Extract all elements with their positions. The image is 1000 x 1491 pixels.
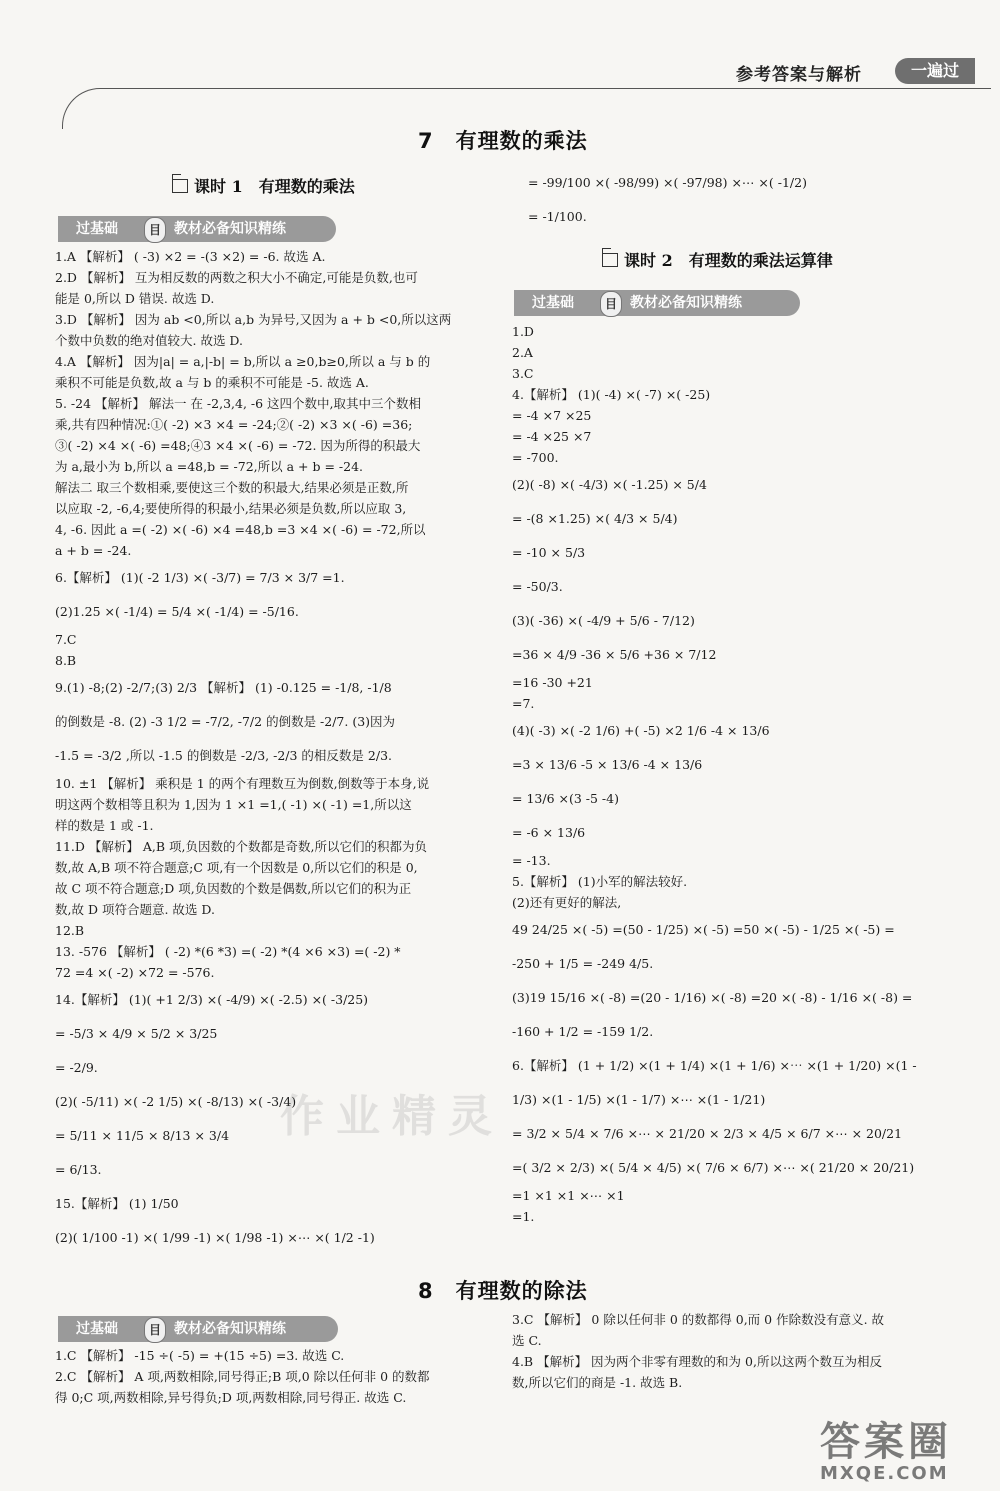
answer-line: 1.A 【解析】 ( -3) ×2 = -(3 ×2) = -6. 故选 A. <box>55 249 326 264</box>
answer-line: 5. -24 【解析】 解法一 在 -2,3,4, -6 这四个数中,取其中三个数相 <box>55 396 422 411</box>
notebook-icon: 目 <box>600 291 622 317</box>
answer-line: = -4 ×25 ×7 <box>512 429 592 444</box>
answer-line: 得 0;C 项,两数相除,异号得负;D 项,两数相除,同号得正. 故选 C. <box>55 1390 407 1405</box>
section-title-multiplication: 7 有理数的乘法 <box>418 129 588 153</box>
banner-right-label: 教材必备知识精练 <box>630 295 742 311</box>
answer-line: 4, -6. 因此 a =( -2) ×( -6) ×4 =48,b =3 ×4 ×( -6) = -72,所以 <box>55 522 426 537</box>
bookmark-icon <box>172 179 188 193</box>
answer-line: 样的数是 1 或 -1. <box>55 818 154 833</box>
answer-line: = -99/100 ×( -98/99) ×( -97/98) ×⋯ ×( -1/2) <box>528 175 807 190</box>
section-title-division: 8 有理数的除法 <box>418 1279 588 1303</box>
lesson-title-2 <box>602 248 833 271</box>
answer-line: (2)( -8) ×( -4/3) ×( -1.25) × 5/4 <box>512 477 707 492</box>
answer-line: 2.C 【解析】 A 项,两数相除,同号得正;B 项,0 除以任何非 0 的数都 <box>55 1369 430 1384</box>
answer-line: 1.D <box>512 324 534 339</box>
answer-line: 8.B <box>55 653 77 668</box>
bottom-left-column <box>55 1345 495 1408</box>
answer-line: -160 + 1/2 = -159 1/2. <box>512 1024 654 1039</box>
footer-watermark-title: 答案圈 <box>820 1419 952 1465</box>
answer-line: 故 C 项不符合题意;D 项,负因数的个数是偶数,所以它们的积为正 <box>55 881 412 896</box>
answer-line: (2)( -5/11) ×( -2 1/5) ×( -8/13) ×( -3/4) <box>55 1094 297 1109</box>
lesson-title-1 <box>172 174 355 197</box>
answer-line: =3 × 13/6 -5 × 13/6 -4 × 13/6 <box>512 757 703 772</box>
banner-right-label: 教材必备知识精练 <box>174 221 286 237</box>
answer-line: 为 a,最小为 b,所以 a =48,b = -72,所以 a + b = -24. <box>55 459 363 474</box>
answer-line: = -50/3. <box>512 579 563 594</box>
right-column <box>512 321 972 1227</box>
answer-line: 4.A 【解析】 因为|a| = a,|-b| = b,所以 a ≥0,b≥0,所以 a 与 b 的 <box>55 354 431 369</box>
bookmark-icon <box>602 253 618 267</box>
answer-line: 9.(1) -8;(2) -2/7;(3) 2/3 【解析】 (1) -0.125 = -1/8, -1/8 <box>55 680 392 695</box>
answer-line: ③( -2) ×4 ×( -6) =48;④3 ×4 ×( -6) = -72. 因为所得的积最大 <box>55 438 421 453</box>
answer-line: =1. <box>512 1209 535 1224</box>
answer-line: 49 24/25 ×( -5) =(50 - 1/25) ×( -5) =50 ×( -5) - 1/25 ×( -5) = <box>512 922 895 937</box>
answer-line: -250 + 1/5 = -249 4/5. <box>512 956 654 971</box>
answer-line: 解法二 取三个数相乘,要使这三个数的积最大,结果必须是正数,所 <box>55 480 409 495</box>
answer-line: = 3/2 × 5/4 × 7/6 ×⋯ × 21/20 × 2/3 × 4/5 × 6/7 ×⋯ × 20/21 <box>512 1126 903 1141</box>
watermark: 作业精灵 <box>280 1091 504 1142</box>
answer-line: 5.【解析】 (1)小军的解法较好. <box>512 874 688 889</box>
answer-line: =36 × 4/9 -36 × 5/6 +36 × 7/12 <box>512 647 717 662</box>
answer-line: = -10 × 5/3 <box>512 545 586 560</box>
answer-line: (3)19 15/16 ×( -8) =(20 - 1/16) ×( -8) =20 ×( -8) - 1/16 ×( -8) = <box>512 990 913 1005</box>
answer-line: =7. <box>512 696 535 711</box>
answer-line: 的倒数是 -8. (2) -3 1/2 = -7/2, -7/2 的倒数是 -2/7. (3)因为 <box>55 714 396 729</box>
lesson-title-2-label: 课时 2 有理数的乘法运算律 <box>624 251 833 270</box>
answer-line: 13. -576 【解析】 ( -2) *(6 *3) =( -2) *(4 ×6 ×3) =( -2) * <box>55 944 401 959</box>
answer-line: a + b = -24. <box>55 543 132 558</box>
lesson-title-1-label: 课时 1 有理数的乘法 <box>194 177 355 196</box>
answer-line: 72 =4 ×( -2) ×72 = -576. <box>55 965 215 980</box>
answer-line: = -700. <box>512 450 559 465</box>
answer-line: 数,所以它们的商是 -1. 故选 B. <box>512 1375 683 1390</box>
basics-banner-2 <box>514 290 800 316</box>
answer-line: 数,故 D 项符合题意. 故选 D. <box>55 902 215 917</box>
answer-line: 乘,共有四种情况:①( -2) ×3 ×4 = -24;②( -2) ×3 ×( -6) =36; <box>55 417 413 432</box>
answer-line: (2)1.25 ×( -1/4) = 5/4 ×( -1/4) = -5/16. <box>55 604 299 619</box>
banner-left-label: 过基础 <box>76 1321 118 1337</box>
answer-line: = 5/11 × 11/5 × 8/13 × 3/4 <box>55 1128 230 1143</box>
answer-line: = -5/3 × 4/9 × 5/2 × 3/25 <box>55 1026 218 1041</box>
answer-line: = 6/13. <box>55 1162 102 1177</box>
answer-line: 以应取 -2, -6,4;要使所得的积最小,结果必须是负数,所以应取 3, <box>55 501 407 516</box>
basics-banner-1 <box>58 216 336 242</box>
answer-line: 12.B <box>55 923 85 938</box>
answer-line: 能是 0,所以 D 错误. 故选 D. <box>55 291 215 306</box>
answer-line: (2)( 1/100 -1) ×( 1/99 -1) ×( 1/98 -1) ×⋯ ×( 1/2 -1) <box>55 1230 375 1245</box>
answer-line: 4.【解析】 (1)( -4) ×( -7) ×( -25) <box>512 387 711 402</box>
banner-left-label: 过基础 <box>76 221 118 237</box>
notebook-icon: 目 <box>144 1317 166 1343</box>
answer-line: (4)( -3) ×( -2 1/6) +( -5) ×2 1/6 -4 × 13/6 <box>512 723 770 738</box>
footer-watermark <box>820 1410 990 1485</box>
answer-line: 数,故 A,B 项不符合题意;C 项,有一个因数是 0,所以它们的积是 0, <box>55 860 418 875</box>
answer-line: = -6 × 13/6 <box>512 825 586 840</box>
answer-line: 14.【解析】 (1)( +1 2/3) ×( -4/9) ×( -2.5) ×( -3/25) <box>55 992 369 1007</box>
answer-line: 个数中负数的绝对值较大. 故选 D. <box>55 333 243 348</box>
answer-line: -1.5 = -3/2 ,所以 -1.5 的倒数是 -2/3, -2/3 的相反数是 2/3. <box>55 748 392 763</box>
answer-line: (3)( -36) ×( -4/9 + 5/6 - 7/12) <box>512 613 695 628</box>
answer-line: =16 -30 +21 <box>512 675 593 690</box>
answer-line: =1 ×1 ×1 ×⋯ ×1 <box>512 1188 625 1203</box>
answer-line: = -2/9. <box>55 1060 98 1075</box>
answer-line: 10. ±1 【解析】 乘积是 1 的两个有理数互为倒数,倒数等于本身,说 <box>55 776 430 791</box>
answer-line: 6.【解析】 (1 + 1/2) ×(1 + 1/4) ×(1 + 1/6) ×⋯ ×(1 + 1/20) ×(1 - <box>512 1058 917 1073</box>
answer-line: 3.C 【解析】 0 除以任何非 0 的数都得 0,而 0 作除数没有意义. 故 <box>512 1312 885 1327</box>
answer-line: = -4 ×7 ×25 <box>512 408 592 423</box>
header-title: 参考答案与解析 <box>736 65 862 85</box>
footer-watermark-url: MXQE.COM <box>820 1463 949 1484</box>
answer-line: = -13. <box>512 853 551 868</box>
answer-line: 3.C <box>512 366 534 381</box>
answer-line: 2.D 【解析】 互为相反数的两数之积大小不确定,可能是负数,也可 <box>55 270 418 285</box>
right-column-top <box>528 166 968 234</box>
header-logo: 一遍过 <box>895 58 975 84</box>
answer-line: (2)还有更好的解法, <box>512 895 622 910</box>
answer-line: 乘积不可能是负数,故 a 与 b 的乘积不可能是 -5. 故选 A. <box>55 375 369 390</box>
answer-line: =( 3/2 × 2/3) ×( 5/4 × 4/5) ×( 7/6 × 6/7) ×⋯ ×( 21/20 × 20/21) <box>512 1160 915 1175</box>
page-header <box>0 0 1000 100</box>
answer-line: 1.C 【解析】 -15 ÷( -5) = +(15 ÷5) =3. 故选 C. <box>55 1348 345 1363</box>
bottom-right-column <box>512 1309 972 1393</box>
notebook-icon: 目 <box>144 217 166 243</box>
answer-line: = 13/6 ×(3 -5 -4) <box>512 791 619 806</box>
answer-line: 2.A <box>512 345 533 360</box>
answer-line: = -(8 ×1.25) ×( 4/3 × 5/4) <box>512 511 678 526</box>
header-rule <box>62 88 991 129</box>
answer-line: 1/3) ×(1 - 1/5) ×(1 - 1/7) ×⋯ ×(1 - 1/21) <box>512 1092 766 1107</box>
answer-line: = -1/100. <box>528 209 587 224</box>
answer-line: 11.D 【解析】 A,B 项,负因数的个数都是奇数,所以它们的积都为负 <box>55 839 427 854</box>
basics-banner-3 <box>58 1316 338 1342</box>
answer-line: 4.B 【解析】 因为两个非零有理数的和为 0,所以这两个数互为相反 <box>512 1354 882 1369</box>
answer-line: 6.【解析】 (1)( -2 1/3) ×( -3/7) = 7/3 × 3/7 =1. <box>55 570 345 585</box>
answer-line: 选 C. <box>512 1333 542 1348</box>
answer-line: 3.D 【解析】 因为 ab <0,所以 a,b 为异号,又因为 a + b <0,所以这两 <box>55 312 452 327</box>
answer-line: 明这两个数相等且积为 1,因为 1 ×1 =1,( -1) ×( -1) =1,所以这 <box>55 797 412 812</box>
answer-line: 15.【解析】 (1) 1/50 <box>55 1196 179 1211</box>
banner-right-label: 教材必备知识精练 <box>174 1321 286 1337</box>
answer-line: 7.C <box>55 632 77 647</box>
banner-left-label: 过基础 <box>532 295 574 311</box>
